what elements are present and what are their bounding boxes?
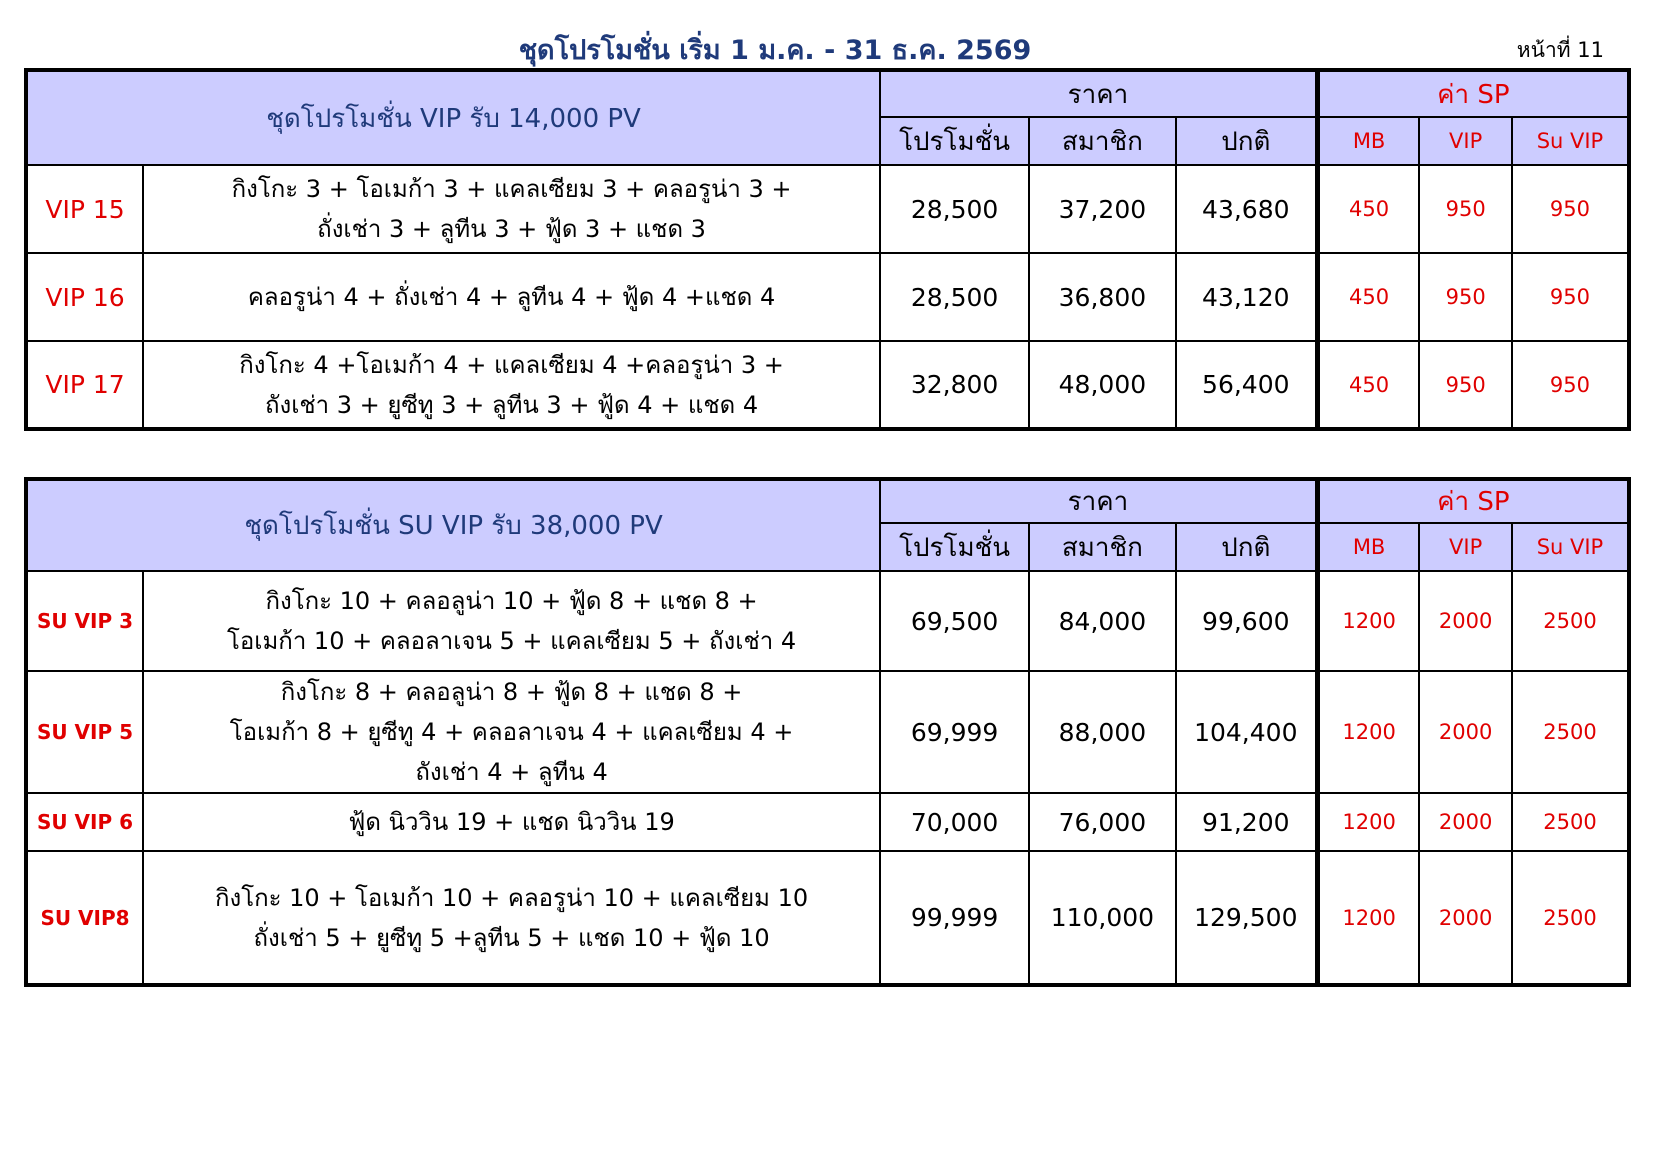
set-code: VIP 17 [26,341,143,429]
sp-mb: 1200 [1317,571,1419,671]
promo-price: 69,500 [880,571,1029,671]
vip-col-vip: VIP [1419,117,1512,165]
table-row [26,341,1629,429]
set-code: VIP 15 [26,165,143,253]
normal-price: 91,200 [1176,793,1317,851]
page-title: ชุดโปรโมชั่น เริ่ม 1 ม.ค. - 31 ธ.ค. 2569 [518,35,1032,66]
set-items [143,793,880,851]
sp-mb: 1200 [1317,851,1419,985]
table-row [26,253,1629,341]
sp-vip: 950 [1419,165,1512,253]
set-item-line: ฟู้ด นิววิน 19 + แชด นิววิน 19 [348,808,675,836]
set-items [143,253,880,341]
set-code: SU VIP 5 [26,671,143,793]
sp-su-vip: 950 [1512,165,1629,253]
sp-su-vip: 950 [1512,341,1629,429]
su-vip-set-title: ชุดโปรโมชั่น SU VIP รับ 38,000 PV [26,479,880,571]
table-row [26,671,1629,793]
set-items [143,571,880,671]
su-vip-sp-group-header: ค่า SP [1317,479,1629,523]
member-price: 84,000 [1029,571,1176,671]
member-price: 36,800 [1029,253,1176,341]
set-items [143,671,880,793]
vip-col-su-vip: Su VIP [1512,117,1629,165]
vip-promo-table [24,68,1631,431]
set-code: SU VIP8 [26,851,143,985]
vip-col-normal: ปกติ [1176,117,1317,165]
set-items [143,165,880,253]
set-code: SU VIP 6 [26,793,143,851]
sp-su-vip: 2500 [1512,671,1629,793]
sp-mb: 1200 [1317,793,1419,851]
set-item-line: กิงโกะ 10 + คลอลูน่า 10 + ฟู้ด 8 + แชด 8 + [265,587,758,615]
sp-mb: 450 [1317,253,1419,341]
table-row [26,571,1629,671]
vip-table-body [26,165,1629,429]
normal-price: 104,400 [1176,671,1317,793]
vip-price-group-header: ราคา [880,70,1317,117]
set-item-line: กิงโกะ 10 + โอเมก้า 10 + คลอรูน่า 10 + แคลเซียม 10 [214,883,809,912]
promo-price: 69,999 [880,671,1029,793]
sp-mb: 1200 [1317,671,1419,793]
set-items [143,341,880,429]
set-item-line: ถั่งเช่า 3 + ลูทีน 3 + ฟู้ด 3 + แชด 3 [317,215,706,243]
promo-price: 99,999 [880,851,1029,985]
vip-col-mb: MB [1317,117,1419,165]
set-item-line: โอเมก้า 10 + คลอลาเจน 5 + แคลเซียม 5 + ถังเช่า 4 [226,627,797,655]
set-item-line: คลอรูน่า 4 + ถั่งเช่า 4 + ลูทีน 4 + ฟู้ด 4 +แชด 4 [247,283,776,311]
sp-vip: 950 [1419,341,1512,429]
vip-col-promo: โปรโมชั่น [880,117,1029,165]
normal-price: 56,400 [1176,341,1317,429]
set-code: SU VIP 3 [26,571,143,671]
su-vip-col-member: สมาชิก [1029,523,1176,571]
set-item-line: ถังเช่า 3 + ยูซีทู 3 + ลูทีน 3 + ฟู้ด 4 + แชด 4 [264,390,759,419]
member-price: 48,000 [1029,341,1176,429]
sp-su-vip: 950 [1512,253,1629,341]
vip-sp-group-header: ค่า SP [1317,70,1629,117]
sp-vip: 2000 [1419,571,1512,671]
member-price: 110,000 [1029,851,1176,985]
sp-vip: 2000 [1419,851,1512,985]
vip-col-member: สมาชิก [1029,117,1176,165]
set-item-line: ถังเช่า 4 + ลูทีน 4 [415,758,608,786]
set-item-line: กิงโกะ 3 + โอเมก้า 3 + แคลเซียม 3 + คลอรูน่า 3 + [231,175,792,203]
vip-set-title: ชุดโปรโมชั่น VIP รับ 14,000 PV [26,70,880,165]
member-price: 88,000 [1029,671,1176,793]
su-vip-col-vip: VIP [1419,523,1512,571]
set-item-line: กิงโกะ 8 + คลอลูน่า 8 + ฟู้ด 8 + แชด 8 + [280,678,743,706]
sp-su-vip: 2500 [1512,851,1629,985]
sp-mb: 450 [1317,165,1419,253]
su-vip-col-normal: ปกติ [1176,523,1317,571]
sp-su-vip: 2500 [1512,793,1629,851]
set-item-line: โอเมก้า 8 + ยูซีทู 4 + คลอลาเจน 4 + แคลเซียม 4 + [229,718,794,746]
sp-su-vip: 2500 [1512,571,1629,671]
member-price: 76,000 [1029,793,1176,851]
promo-price: 32,800 [880,341,1029,429]
page-number: หน้าที่ 11 [1516,38,1604,62]
member-price: 37,200 [1029,165,1176,253]
su-vip-col-promo: โปรโมชั่น [880,523,1029,571]
normal-price: 43,680 [1176,165,1317,253]
set-code: VIP 16 [26,253,143,341]
set-item-line: ถั่งเช่า 5 + ยูซีทู 5 +ลูทีน 5 + แชด 10 + ฟู้ด 10 [253,923,770,952]
su-vip-col-su-vip: Su VIP [1512,523,1629,571]
sp-vip: 950 [1419,253,1512,341]
promo-price: 70,000 [880,793,1029,851]
sp-mb: 450 [1317,341,1419,429]
sp-vip: 2000 [1419,671,1512,793]
su-vip-promo-table [24,477,1631,987]
table-row [26,851,1629,985]
normal-price: 99,600 [1176,571,1317,671]
table-row [26,793,1629,851]
table-row [26,165,1629,253]
set-item-line: กิงโกะ 4 +โอเมก้า 4 + แคลเซียม 4 +คลอรูน่า 3 + [239,350,784,379]
promo-price: 28,500 [880,253,1029,341]
normal-price: 43,120 [1176,253,1317,341]
su-vip-col-mb: MB [1317,523,1419,571]
normal-price: 129,500 [1176,851,1317,985]
su-vip-table-body [26,571,1629,985]
promo-price: 28,500 [880,165,1029,253]
sp-vip: 2000 [1419,793,1512,851]
set-items [143,851,880,985]
su-vip-price-group-header: ราคา [880,479,1317,523]
